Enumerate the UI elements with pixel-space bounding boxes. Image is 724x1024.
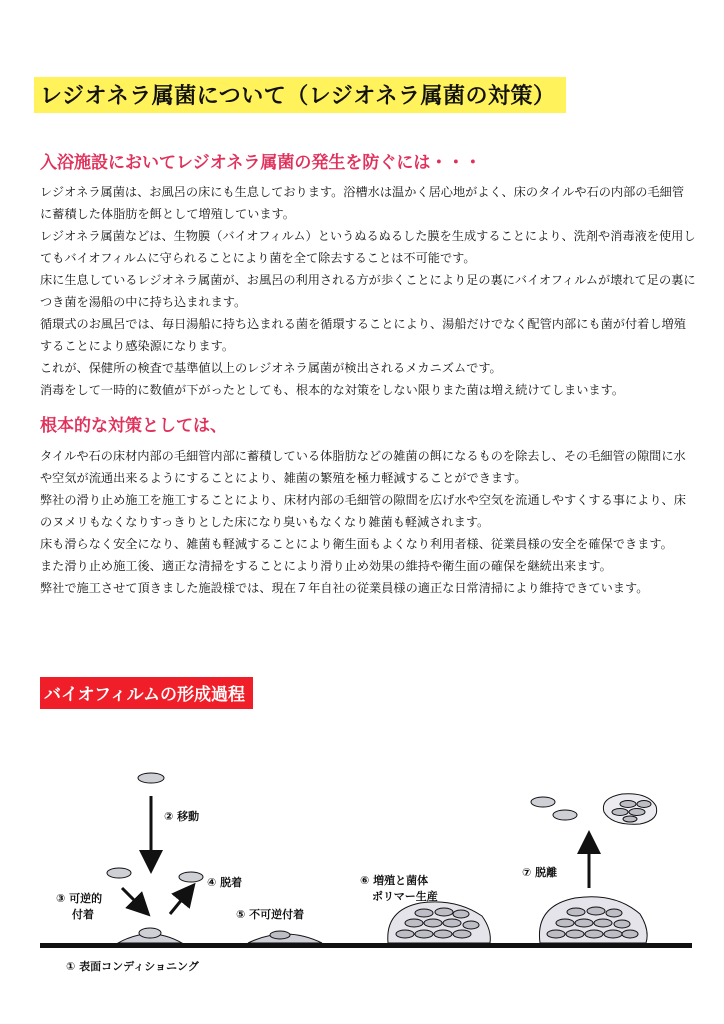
paragraph: また滑り止め施工後、適正な清掃をすることにより滑り止め効果の維持や衛生面の確保を継続出来ます。 xyxy=(40,559,612,573)
surface-line xyxy=(40,943,692,948)
bacterium xyxy=(139,928,161,938)
bacterium xyxy=(553,810,577,820)
step-4-label: ④ 脱着 xyxy=(207,876,243,889)
paragraph: 床も滑らなく安全になり、雑菌も軽減することにより衛生面もよくなり利用者様、従業員様の安全を確保できます。 xyxy=(40,537,673,551)
paragraph: 循環式のお風呂では、毎日湯船に持ち込まれる菌を循環することにより、湯船だけでなく配管内部にも菌が付着し増殖することにより感染源になります。 xyxy=(40,317,686,353)
step-3-label: ③ 可逆的 xyxy=(56,892,103,905)
paragraph: レジオネラ属菌などは、生物膜（バイオフィルム）というぬるぬるした膜を生成することにより、洗剤や消毒液を使用してもバイオフィルムに守られることにより菌を全て除去することは不可能です。 xyxy=(40,229,696,265)
bacterium xyxy=(107,868,131,878)
paragraph: レジオネラ属菌は、お風呂の床にも生息しております。浴槽水は温かく居心地がよく、床のタイルや石の内部の毛細管に蓄積した体脂肪を餌として増殖しています。 xyxy=(40,185,685,221)
section1-heading: 入浴施設においてレジオネラ属菌の発生を防ぐには・・・ xyxy=(40,153,482,173)
section2-heading: 根本的な対策としては、 xyxy=(40,416,227,436)
attach-arrow xyxy=(122,888,142,908)
bacterium xyxy=(138,773,164,783)
bacterium xyxy=(531,797,555,807)
step-5-label: ⑤ 不可逆付着 xyxy=(236,908,305,921)
paragraph: 弊社の滑り止め施工を施工することにより、床材内部の毛細管の隙間を広げ水や空気を流通しやすくする事により、床のヌメリもなくなりすっきりとした床になり臭いもなくなり雑菌も軽減されます。 xyxy=(40,493,686,529)
paragraph: タイルや石の床材内部の毛細管内部に蓄積している体脂肪などの雑菌の餌になるものを除去し、その毛細管の隙間に水や空気が流通出来るようにすることにより、雑菌の繁殖を極力軽減することができます。 xyxy=(40,449,686,485)
step-2-label: ② 移動 xyxy=(164,810,200,823)
paragraph: 弊社で施工させて頂きました施設様では、現在７年自社の従業員様の適正な日常清掃により維持できています。 xyxy=(40,581,649,595)
bacterium xyxy=(270,931,290,939)
page-title: レジオネラ属菌について（レジオネラ属菌の対策） xyxy=(34,77,566,113)
bacterium xyxy=(179,872,203,882)
biofilm-formation-diagram xyxy=(0,720,724,1010)
section2-body xyxy=(40,445,696,599)
biofilm-section-banner: バイオフィルムの形成過程 xyxy=(40,677,253,709)
section1-body xyxy=(40,181,696,401)
paragraph: これが、保健所の検査で基準値以上のレジオネラ属菌が検出されるメカニズムです。 xyxy=(40,361,502,375)
step-7-label: ⑦ 脱離 xyxy=(522,866,558,879)
step-1-label: ① 表面コンディショニング xyxy=(66,960,199,973)
step-3-label-line2: 付着 xyxy=(72,908,94,921)
paragraph: 消毒をして一時的に数値が下がったとしても、根本的な対策をしない限りまた菌は増え続けてしまいます。 xyxy=(40,383,625,397)
paragraph: 床に生息しているレジオネラ属菌が、お風呂の利用される方が歩くことにより足の裏にバイオフィルムが壊れて足の裏につき菌を湯船の中に持ち込まれます。 xyxy=(40,273,696,309)
step-6-label-line2: ポリマー生産 xyxy=(372,890,438,903)
detach-arrow xyxy=(170,892,188,914)
step-6-label: ⑥ 増殖と菌体 xyxy=(360,874,429,887)
